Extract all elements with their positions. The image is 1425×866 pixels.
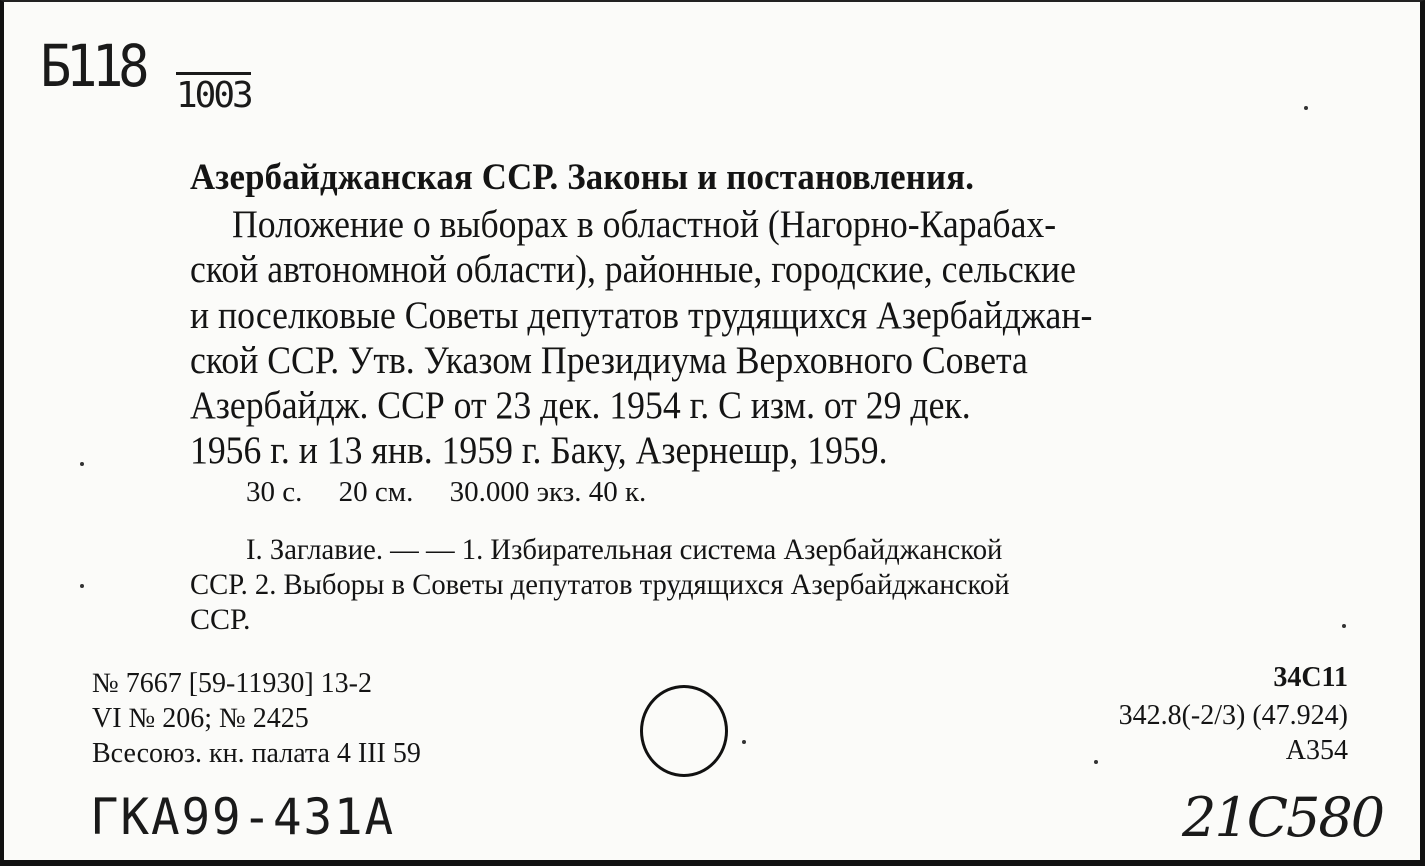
title-line: ской автономной области), районные, городские, сельские (190, 248, 1076, 291)
print-speck (80, 462, 84, 466)
card-punch-hole (640, 685, 728, 777)
call-number-sub-handwritten: 1003 (176, 72, 251, 117)
tracing-line: I. Заглавие. — — 1. Избирательная система Азербайджанской (246, 533, 1003, 566)
title-line: Положение о выборах в областной (Нагорно-Карабах- (232, 203, 1057, 246)
title-line: и поселковые Советы депутатов трудящихся Азербайджан- (190, 294, 1093, 337)
tracing-line: ССР. (190, 603, 251, 636)
print-speck (80, 584, 84, 588)
inventory-number-handwritten: ГКА99-431А (90, 788, 395, 846)
title-line: Азербайдж. ССР от 23 дек. 1954 г. С изм. от 29 дек. (190, 384, 971, 427)
physical-description: 30 с. 20 см. 30.000 экз. 40 к. (246, 476, 647, 508)
publication-chamber-line: Всесоюз. кн. палата 4 III 59 (92, 738, 421, 769)
tracing-line: ССР. 2. Выборы в Советы депутатов трудящихся Азербайджанской (190, 568, 1010, 601)
print-speck (1304, 106, 1308, 110)
author-mark: А354 (1285, 735, 1348, 766)
record-heading: Азербайджанская ССР. Законы и постановления. (190, 157, 975, 198)
accession-number-handwritten: 21C580 (1182, 786, 1384, 849)
publication-number-line: VI № 206; № 2425 (92, 703, 309, 734)
classification-code: 34C11 (1273, 662, 1348, 693)
title-line: 1956 г. и 13 янв. 1959 г. Баку, Азернешр, 1959. (190, 429, 888, 472)
print-speck (742, 740, 746, 744)
publication-number-line: № 7667 [59-11930] 13-2 (92, 668, 372, 699)
call-number-handwritten: Б118 (40, 32, 145, 100)
title-line: ской ССР. Утв. Указом Президиума Верховного Совета (190, 339, 1028, 382)
print-speck (1342, 624, 1346, 628)
print-speck (1094, 760, 1098, 764)
udc-index: 342.8(-2/3) (47.924) (1118, 700, 1348, 731)
